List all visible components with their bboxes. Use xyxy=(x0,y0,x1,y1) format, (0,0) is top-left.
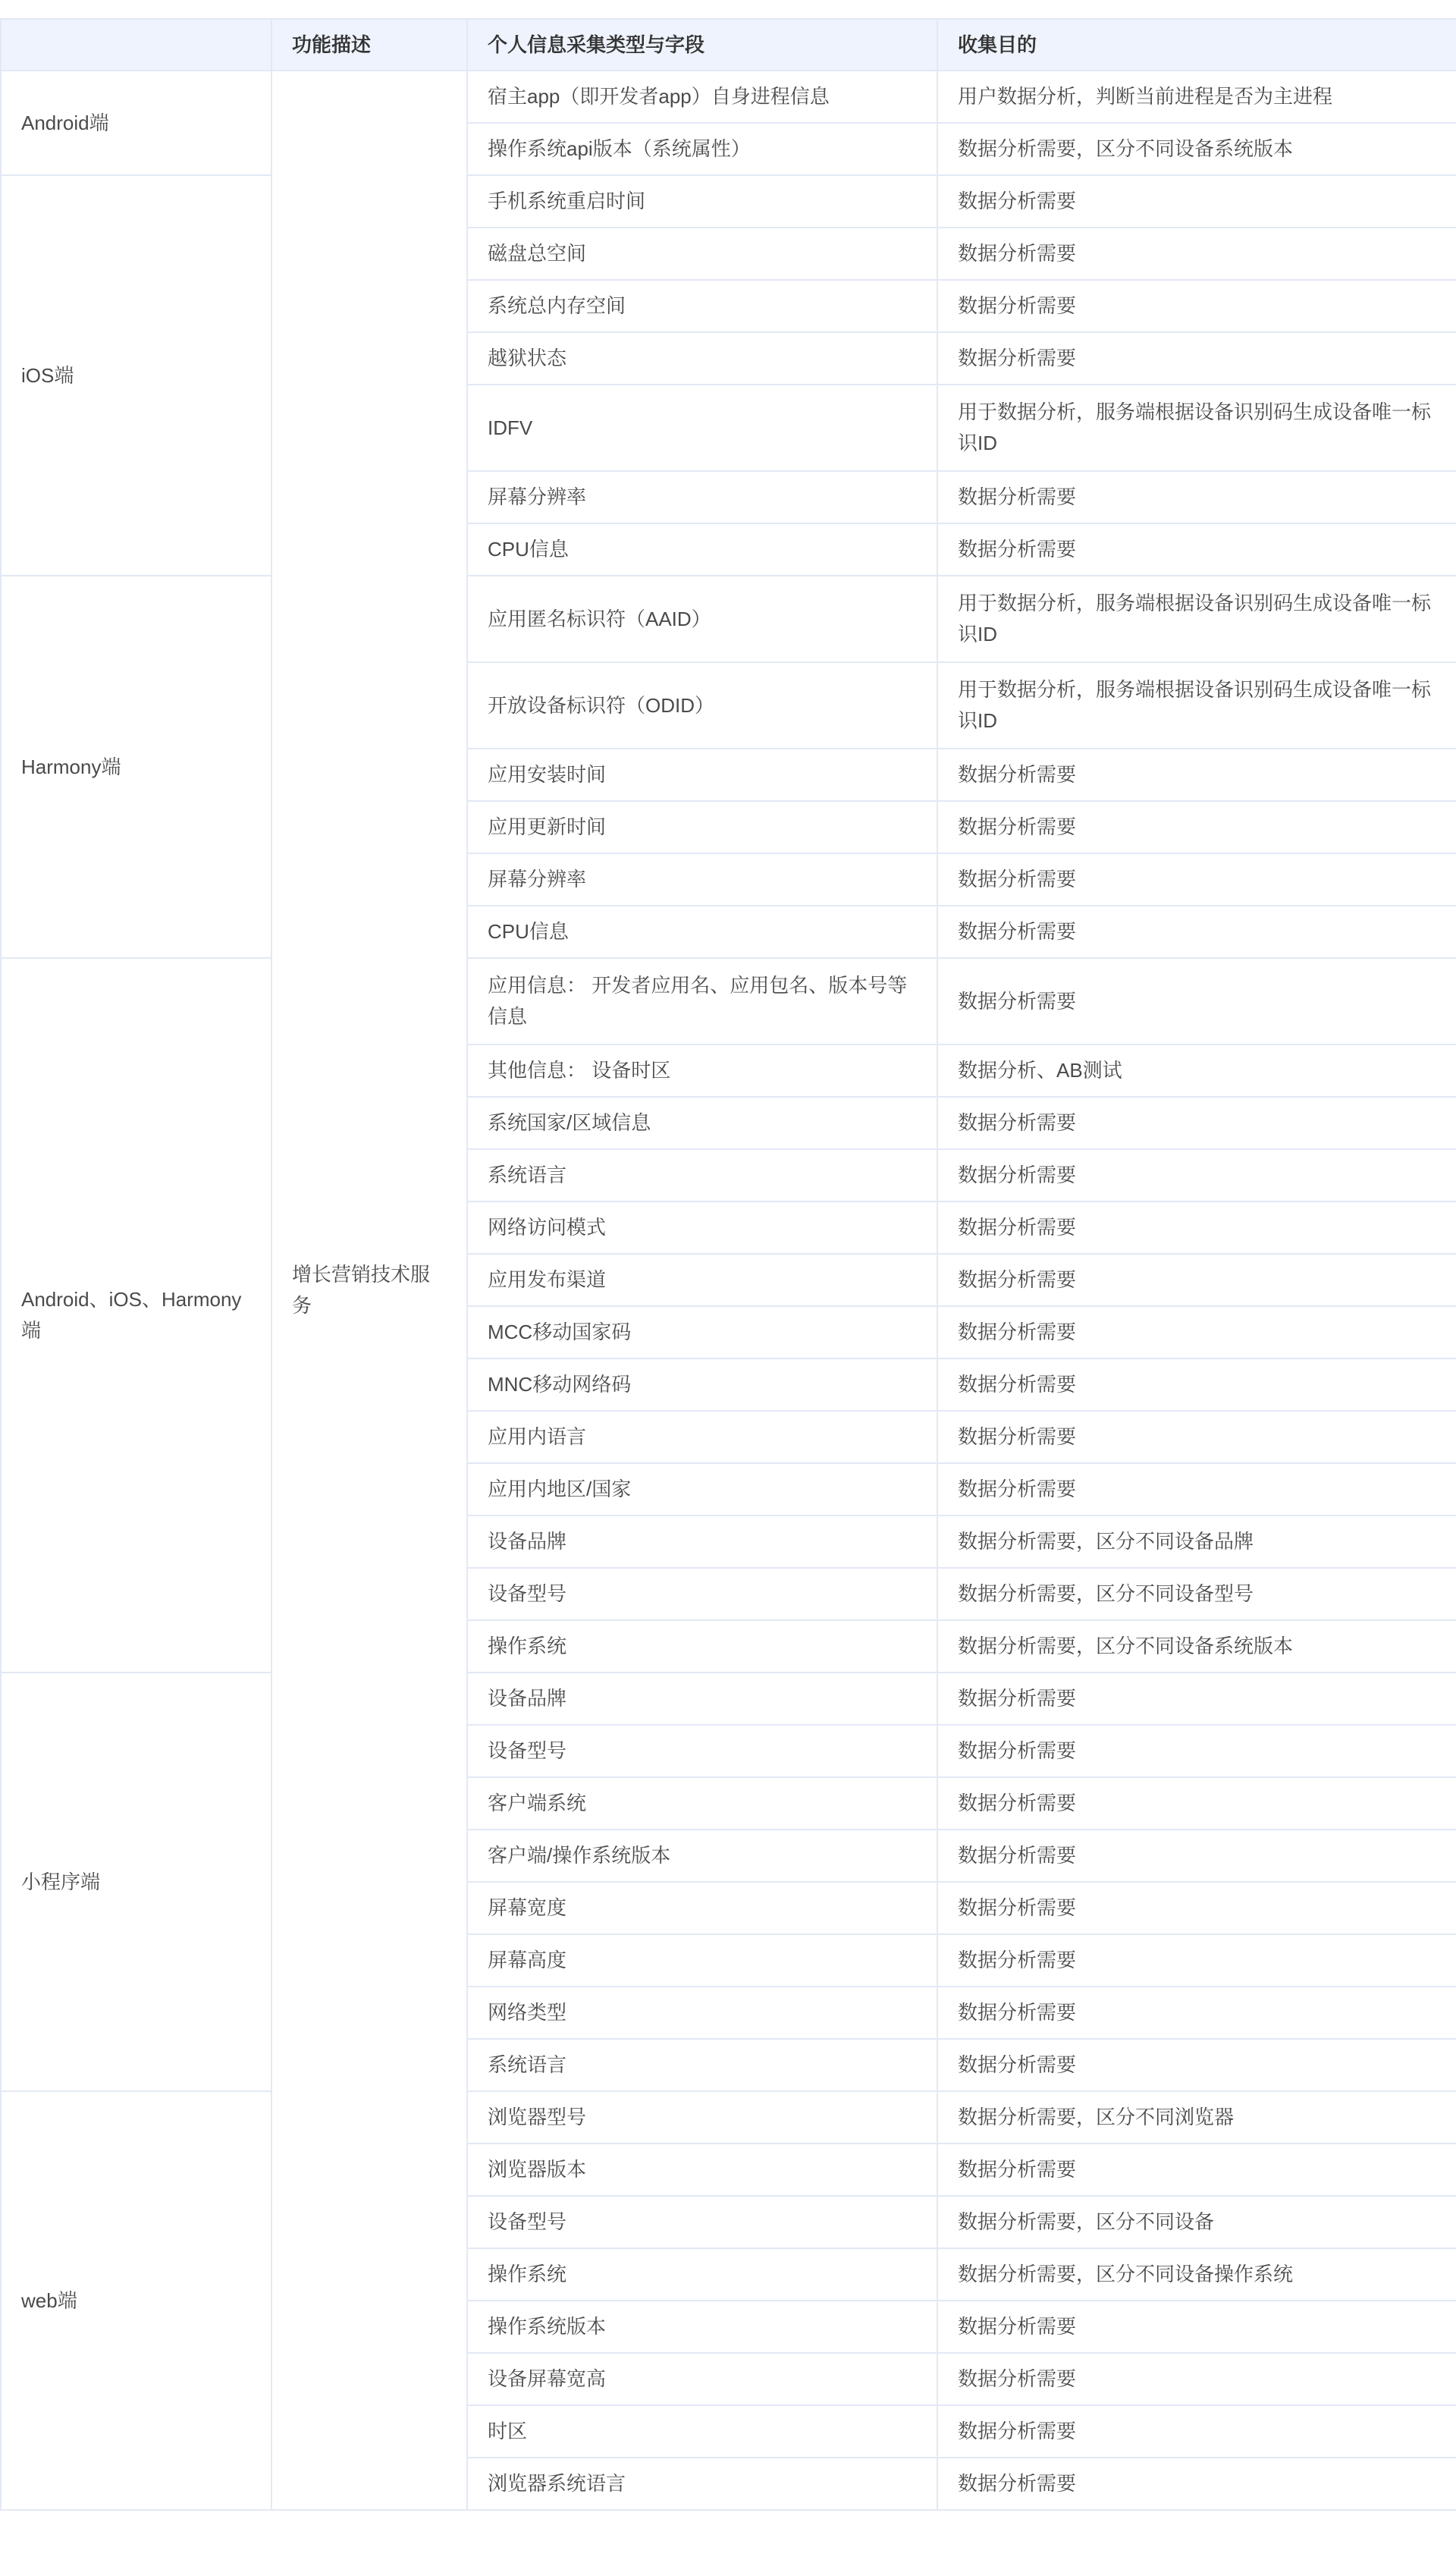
purpose-cell: 数据分析需要 xyxy=(937,1673,1456,1725)
field-cell: 磁盘总空间 xyxy=(467,228,937,280)
field-cell: 应用安装时间 xyxy=(467,749,937,801)
platform-cell: iOS端 xyxy=(1,175,271,576)
table-body xyxy=(1,71,1456,2510)
purpose-cell: 数据分析需要 xyxy=(937,523,1456,576)
platform-cell: Harmony端 xyxy=(1,576,271,958)
purpose-cell: 用户数据分析，判断当前进程是否为主进程 xyxy=(937,71,1456,123)
platform-cell: 小程序端 xyxy=(1,1673,271,2091)
purpose-cell: 用于数据分析，服务端根据设备识别码生成设备唯一标识ID xyxy=(937,576,1456,662)
purpose-cell: 数据分析需要，区分不同设备 xyxy=(937,2196,1456,2248)
field-cell: 系统语言 xyxy=(467,2039,937,2091)
purpose-cell: 数据分析需要 xyxy=(937,2039,1456,2091)
purpose-cell: 数据分析需要，区分不同设备系统版本 xyxy=(937,1620,1456,1673)
field-cell: 屏幕分辨率 xyxy=(467,471,937,523)
purpose-cell: 数据分析需要，区分不同设备系统版本 xyxy=(937,123,1456,175)
purpose-cell: 数据分析需要 xyxy=(937,1987,1456,2039)
purpose-cell: 数据分析需要，区分不同设备操作系统 xyxy=(937,2248,1456,2301)
purpose-cell: 数据分析需要 xyxy=(937,1201,1456,1254)
purpose-cell: 数据分析需要 xyxy=(937,2301,1456,2353)
field-cell: MCC移动国家码 xyxy=(467,1306,937,1359)
purpose-cell: 数据分析需要 xyxy=(937,2458,1456,2510)
field-cell: 屏幕高度 xyxy=(467,1934,937,1987)
field-cell: CPU信息 xyxy=(467,523,937,576)
table-row xyxy=(1,958,1456,1044)
field-cell: 应用内地区/国家 xyxy=(467,1463,937,1516)
field-cell: 网络访问模式 xyxy=(467,1201,937,1254)
purpose-cell: 数据分析需要，区分不同设备型号 xyxy=(937,1568,1456,1620)
field-cell: 宿主app（即开发者app）自身进程信息 xyxy=(467,71,937,123)
header-field: 个人信息采集类型与字段 xyxy=(467,19,937,71)
purpose-cell: 数据分析需要 xyxy=(937,332,1456,385)
purpose-cell: 数据分析需要 xyxy=(937,958,1456,1044)
field-cell: 设备型号 xyxy=(467,2196,937,2248)
purpose-cell: 数据分析需要 xyxy=(937,906,1456,958)
field-cell: 操作系统 xyxy=(467,1620,937,1673)
purpose-cell: 数据分析、AB测试 xyxy=(937,1044,1456,1097)
field-cell: 开放设备标识符（ODID） xyxy=(467,662,937,749)
field-cell: 浏览器版本 xyxy=(467,2144,937,2196)
purpose-cell: 数据分析需要 xyxy=(937,1411,1456,1463)
purpose-cell: 数据分析需要 xyxy=(937,471,1456,523)
purpose-cell: 用于数据分析，服务端根据设备识别码生成设备唯一标识ID xyxy=(937,385,1456,471)
purpose-cell: 数据分析需要 xyxy=(937,1934,1456,1987)
field-cell: 应用内语言 xyxy=(467,1411,937,1463)
field-cell: 客户端/操作系统版本 xyxy=(467,1830,937,1882)
field-cell: 设备品牌 xyxy=(467,1516,937,1568)
table-row xyxy=(1,175,1456,228)
purpose-cell: 数据分析需要 xyxy=(937,2144,1456,2196)
field-cell: 设备型号 xyxy=(467,1568,937,1620)
field-cell: 时区 xyxy=(467,2405,937,2458)
purpose-cell: 数据分析需要 xyxy=(937,1306,1456,1359)
purpose-cell: 数据分析需要 xyxy=(937,2353,1456,2405)
table-row xyxy=(1,576,1456,662)
field-cell: 操作系统版本 xyxy=(467,2301,937,2353)
purpose-cell: 数据分析需要 xyxy=(937,1777,1456,1830)
purpose-cell: 用于数据分析，服务端根据设备识别码生成设备唯一标识ID xyxy=(937,662,1456,749)
table-row xyxy=(1,2091,1456,2144)
purpose-cell: 数据分析需要 xyxy=(937,1097,1456,1149)
purpose-cell: 数据分析需要 xyxy=(937,1882,1456,1934)
purpose-cell: 数据分析需要 xyxy=(937,1830,1456,1882)
field-cell: 系统国家/区域信息 xyxy=(467,1097,937,1149)
purpose-cell: 数据分析需要 xyxy=(937,2405,1456,2458)
purpose-cell: 数据分析需要 xyxy=(937,175,1456,228)
purpose-cell: 数据分析需要 xyxy=(937,1463,1456,1516)
field-cell: 浏览器型号 xyxy=(467,2091,937,2144)
platform-cell: Android、iOS、Harmony端 xyxy=(1,958,271,1673)
purpose-cell: 数据分析需要 xyxy=(937,853,1456,906)
purpose-cell: 数据分析需要 xyxy=(937,228,1456,280)
field-cell: 系统总内存空间 xyxy=(467,280,937,332)
table-row xyxy=(1,71,1456,123)
purpose-cell: 数据分析需要，区分不同设备品牌 xyxy=(937,1516,1456,1568)
field-cell: 设备屏幕宽高 xyxy=(467,2353,937,2405)
table-row xyxy=(1,1673,1456,1725)
purpose-cell: 数据分析需要，区分不同浏览器 xyxy=(937,2091,1456,2144)
purpose-cell: 数据分析需要 xyxy=(937,280,1456,332)
field-cell: 客户端系统 xyxy=(467,1777,937,1830)
platform-cell: web端 xyxy=(1,2091,271,2510)
field-cell: 应用发布渠道 xyxy=(467,1254,937,1306)
field-cell: 手机系统重启时间 xyxy=(467,175,937,228)
field-cell: CPU信息 xyxy=(467,906,937,958)
header-platform xyxy=(1,19,271,71)
field-cell: 越狱状态 xyxy=(467,332,937,385)
purpose-cell: 数据分析需要 xyxy=(937,749,1456,801)
header-row xyxy=(1,19,1456,71)
field-cell: 应用信息： 开发者应用名、应用包名、版本号等信息 xyxy=(467,958,937,1044)
field-cell: 应用匿名标识符（AAID） xyxy=(467,576,937,662)
field-cell: 网络类型 xyxy=(467,1987,937,2039)
field-cell: 设备型号 xyxy=(467,1725,937,1777)
field-cell: 应用更新时间 xyxy=(467,801,937,853)
purpose-cell: 数据分析需要 xyxy=(937,801,1456,853)
header-purpose: 收集目的 xyxy=(937,19,1456,71)
purpose-cell: 数据分析需要 xyxy=(937,1254,1456,1306)
platform-cell: Android端 xyxy=(1,71,271,175)
purpose-cell: 数据分析需要 xyxy=(937,1149,1456,1201)
field-cell: 屏幕宽度 xyxy=(467,1882,937,1934)
field-cell: MNC移动网络码 xyxy=(467,1359,937,1411)
field-cell: 系统语言 xyxy=(467,1149,937,1201)
feature-cell: 增长营销技术服务 xyxy=(271,71,467,2510)
field-cell: 设备品牌 xyxy=(467,1673,937,1725)
purpose-cell: 数据分析需要 xyxy=(937,1725,1456,1777)
personal-info-collection-table xyxy=(0,18,1456,2511)
field-cell: 其他信息： 设备时区 xyxy=(467,1044,937,1097)
field-cell: 屏幕分辨率 xyxy=(467,853,937,906)
field-cell: IDFV xyxy=(467,385,937,471)
field-cell: 操作系统api版本（系统属性） xyxy=(467,123,937,175)
table-header xyxy=(1,19,1456,71)
field-cell: 浏览器系统语言 xyxy=(467,2458,937,2510)
header-feature: 功能描述 xyxy=(271,19,467,71)
purpose-cell: 数据分析需要 xyxy=(937,1359,1456,1411)
field-cell: 操作系统 xyxy=(467,2248,937,2301)
